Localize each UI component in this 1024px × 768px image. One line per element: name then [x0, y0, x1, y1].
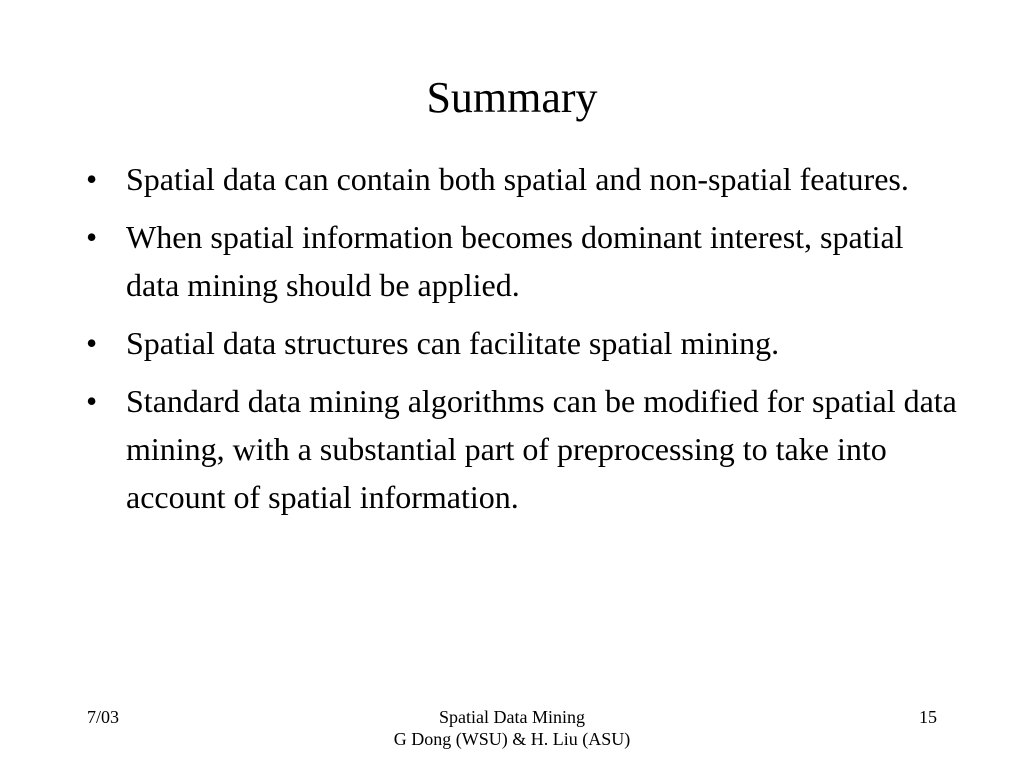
- bullet-icon: •: [86, 383, 98, 419]
- bullet-item: [82, 377, 962, 521]
- bullet-text: Standard data mining algorithms can be modified for spatial data mining, with a substantial part of preprocessing to take into account of spatial information.: [126, 383, 957, 515]
- bullet-item: [82, 155, 962, 203]
- footer-page-number: 15: [919, 707, 937, 727]
- bullet-icon: •: [86, 161, 98, 197]
- footer-date: 7/03: [87, 707, 120, 727]
- bullet-list: [82, 155, 962, 531]
- bullet-icon: •: [86, 325, 98, 361]
- footer-center: [312, 706, 712, 750]
- slide-title: Summary: [426, 73, 598, 122]
- bullet-item: [82, 319, 962, 367]
- bullet-text: Spatial data structures can facilitate spatial mining.: [126, 325, 780, 361]
- bullet-text: Spatial data can contain both spatial and non-spatial features.: [126, 161, 909, 197]
- bullet-item: [82, 213, 962, 309]
- footer-course-title: Spatial Data Mining: [439, 707, 585, 727]
- footer-authors: G Dong (WSU) & H. Liu (ASU): [393, 729, 631, 749]
- bullet-text: When spatial information becomes dominant interest, spatial data mining should be applied.: [126, 219, 904, 303]
- bullet-icon: •: [86, 219, 98, 255]
